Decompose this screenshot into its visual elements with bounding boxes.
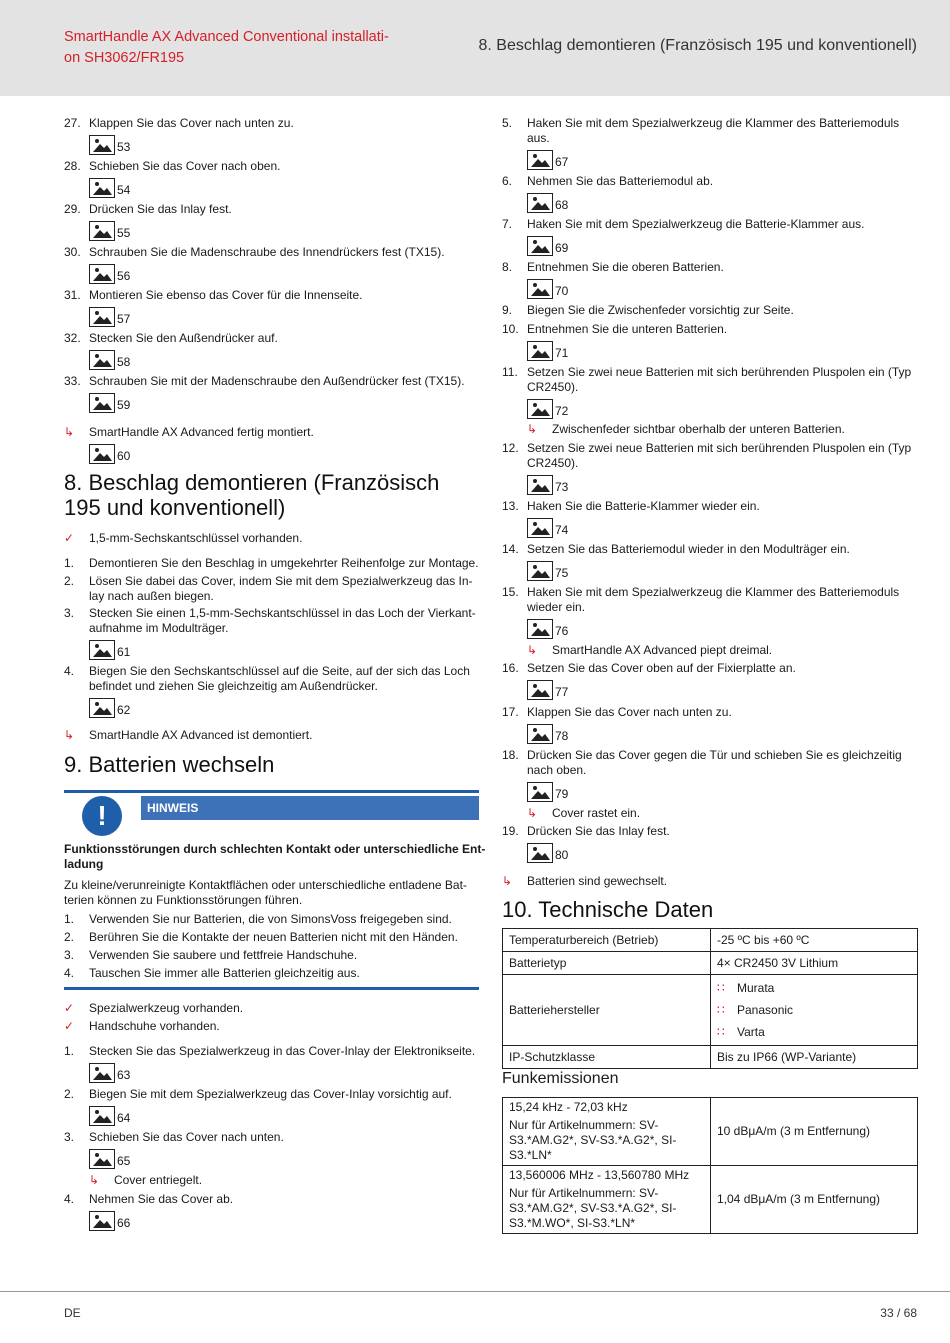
- figure-number: 80: [555, 848, 569, 862]
- step-text: Biegen Sie den Sechskantschlüssel auf die Seite, auf der sich das Loch: [89, 664, 470, 678]
- step-number: 3.: [64, 606, 75, 620]
- step-number: 3.: [64, 1130, 75, 1144]
- step-text: Drücken Sie das Cover gegen die Tür und schieben Sie es gleichzeitig: [527, 748, 902, 762]
- section-heading-10: 10. Technische Daten: [502, 897, 714, 922]
- step-number: 1.: [64, 1044, 75, 1058]
- manufacturer-name: Murata: [737, 981, 775, 995]
- figure-number: 64: [117, 1111, 131, 1125]
- image-icon: [89, 640, 115, 660]
- notice-bottom-bar: [64, 987, 479, 990]
- step-number: 7.: [502, 217, 513, 231]
- manufacturer-name: Varta: [737, 1025, 765, 1039]
- table-row: [503, 952, 918, 975]
- step-number: 28.: [64, 159, 81, 173]
- step-text: Haken Sie mit dem Spezialwerkzeug die Klammer des Batteriemoduls: [527, 116, 900, 130]
- step-text: Haken Sie die Batterie-Klammer wieder ein.: [527, 499, 760, 513]
- radio-emissions-table: [502, 1097, 918, 1234]
- grid-icon: ∷: [717, 1025, 725, 1039]
- table-cell: Batterietyp: [503, 952, 711, 975]
- image-icon: [89, 135, 115, 155]
- step-text: Setzen Sie zwei neue Batterien mit sich berührenden Pluspolen ein (Typ: [527, 365, 912, 379]
- step-text: Drücken Sie das Inlay fest.: [527, 824, 670, 838]
- result-text: Cover rastet ein.: [552, 806, 641, 820]
- notice-list-number: 3.: [64, 948, 75, 962]
- precondition-text: Spezialwerkzeug vorhanden.: [89, 1001, 244, 1015]
- frequency-range: 13,560006 MHz - 13,560780 MHz: [509, 1168, 690, 1182]
- step-text: Schrauben Sie die Madenschraube des Innendrückers fest (TX15).: [89, 245, 445, 259]
- figure-number: 75: [555, 566, 569, 580]
- section-title: 8. Beschlag demontieren (Französisch 195 und konventionell): [478, 37, 917, 54]
- step-number: 11.: [502, 365, 518, 379]
- table-row: [503, 975, 918, 1046]
- section-heading-8: [64, 470, 439, 520]
- step-number: 19.: [502, 824, 519, 838]
- image-icon: [527, 561, 553, 581]
- image-icon: [527, 399, 553, 419]
- step-number: 15.: [502, 585, 519, 599]
- result-text: SmartHandle AX Advanced fertig montiert.: [89, 425, 314, 439]
- heading-line: 8. Beschlag demontieren (Französisch: [64, 470, 440, 495]
- image-icon: [89, 1063, 115, 1083]
- radio-emissions-heading: Funkemissionen: [502, 1070, 619, 1087]
- step-number: 1.: [64, 556, 75, 570]
- notice-list-number: 4.: [64, 966, 75, 980]
- table-cell: Bis zu IP66 (WP-Variante): [711, 1046, 918, 1069]
- figure-number: 63: [117, 1068, 131, 1082]
- image-icon: [527, 475, 553, 495]
- table-cell: [503, 1166, 711, 1234]
- result-arrow-icon: ↳: [64, 728, 75, 742]
- step-number: 8.: [502, 260, 513, 274]
- step-text: Klappen Sie das Cover nach unten zu.: [89, 116, 294, 130]
- tech-data-table: [502, 928, 918, 1069]
- step-number: 16.: [502, 661, 519, 675]
- step-text: Setzen Sie das Batteriemodul wieder in den Modulträger ein.: [527, 542, 850, 556]
- grid-icon: ∷: [717, 981, 725, 995]
- image-icon: [527, 782, 553, 802]
- step-text: Demontieren Sie den Beschlag in umgekehrter Reihenfolge zur Montage.: [89, 556, 479, 570]
- image-icon: [527, 843, 553, 863]
- figure-number: 59: [117, 398, 131, 412]
- image-icon: [89, 350, 115, 370]
- table-row: [503, 1098, 918, 1166]
- step-text: Drücken Sie das Inlay fest.: [89, 202, 232, 216]
- figure-number: 53: [117, 140, 131, 154]
- document-title: [64, 27, 424, 69]
- result-arrow-icon: ↳: [527, 422, 538, 436]
- image-icon: [89, 307, 115, 327]
- image-icon: [527, 279, 553, 299]
- warning-icon: !: [82, 796, 122, 836]
- figure-number: 62: [117, 703, 131, 717]
- notice-text: Zu kleine/verunreinigte Kontaktflächen oder unterschiedliche entladene Bat-: [64, 878, 467, 892]
- step-number: 29.: [64, 202, 81, 216]
- step-text: CR2450).: [527, 456, 579, 470]
- image-icon: [527, 193, 553, 213]
- step-number: 4.: [64, 664, 75, 678]
- figure-number: 72: [555, 404, 569, 418]
- figure-number: 76: [555, 624, 569, 638]
- notice-list-number: 1.: [64, 912, 75, 926]
- image-icon: [89, 393, 115, 413]
- result-text: Zwischenfeder sichtbar oberhalb der unteren Batterien.: [552, 422, 845, 436]
- step-number: 17.: [502, 705, 519, 719]
- step-text: Entnehmen Sie die oberen Batterien.: [527, 260, 724, 274]
- result-text: Cover entriegelt.: [114, 1173, 203, 1187]
- article-note: S3.*LN*: [509, 1148, 552, 1162]
- step-number: 4.: [64, 1192, 75, 1206]
- step-text: Schrauben Sie mit der Madenschraube den Außendrücker fest (TX15).: [89, 374, 465, 388]
- precondition-text: Handschuhe vorhanden.: [89, 1019, 220, 1033]
- figure-number: 79: [555, 787, 569, 801]
- result-arrow-icon: ↳: [527, 643, 538, 657]
- step-number: 5.: [502, 116, 513, 130]
- result-text: Batterien sind gewechselt.: [527, 874, 668, 888]
- article-note: Nur für Artikelnummern: SV-: [509, 1186, 659, 1200]
- notice-list-text: Verwenden Sie nur Batterien, die von SimonsVoss freigegeben sind.: [89, 912, 452, 926]
- image-icon: [527, 724, 553, 744]
- step-text: Lösen Sie dabei das Cover, indem Sie mit dem Spezialwerkzeug das In-: [89, 574, 473, 588]
- step-text: Schieben Sie das Cover nach oben.: [89, 159, 281, 173]
- notice-list-number: 2.: [64, 930, 75, 944]
- figure-number: 61: [117, 645, 131, 659]
- table-cell: [503, 1098, 711, 1166]
- document-title-line1: SmartHandle AX Advanced Conventional installati-: [64, 29, 389, 45]
- image-icon: [89, 264, 115, 284]
- step-text: Haken Sie mit dem Spezialwerkzeug die Batterie-Klammer aus.: [527, 217, 865, 231]
- step-number: 30.: [64, 245, 81, 259]
- table-row: [503, 929, 918, 952]
- image-icon: [89, 1106, 115, 1126]
- notice-list-text: Verwenden Sie saubere und fettfreie Handschuhe.: [89, 948, 358, 962]
- figure-number: 78: [555, 729, 569, 743]
- step-text: CR2450).: [527, 380, 579, 394]
- step-number: 32.: [64, 331, 81, 345]
- figure-number: 56: [117, 269, 131, 283]
- step-text: Haken Sie mit dem Spezialwerkzeug die Klammer des Batteriemoduls: [527, 585, 900, 599]
- result-arrow-icon: ↳: [89, 1173, 100, 1187]
- footer-language: DE: [64, 1306, 81, 1320]
- notice-list-text: Berühren Sie die Kontakte der neuen Batterien nicht mit den Händen.: [89, 930, 458, 944]
- figure-number: 54: [117, 183, 131, 197]
- table-row: [503, 1166, 918, 1234]
- figure-number: 55: [117, 226, 131, 240]
- step-text: aufnahme im Modulträger.: [89, 621, 229, 635]
- step-text: aus.: [527, 131, 550, 145]
- notice-text: terien können zu Funktionsstörungen führen.: [64, 893, 303, 907]
- step-text: Biegen Sie die Zwischenfeder vorsichtig zur Seite.: [527, 303, 794, 317]
- check-icon: ✓: [64, 1019, 75, 1033]
- figure-number: 67: [555, 155, 569, 169]
- result-text: SmartHandle AX Advanced piept dreimal.: [552, 643, 773, 657]
- manufacturer-list: [711, 975, 918, 1046]
- table-cell: IP-Schutzklasse: [503, 1046, 711, 1069]
- step-text: Stecken Sie einen 1,5-mm-Sechskantschlüssel in das Loch der Vierkant-: [89, 606, 476, 620]
- step-number: 31.: [64, 288, 81, 302]
- check-icon: ✓: [64, 1001, 75, 1015]
- table-cell: Temperaturbereich (Betrieb): [503, 929, 711, 952]
- step-text: Entnehmen Sie die unteren Batterien.: [527, 322, 728, 336]
- image-icon: [527, 619, 553, 639]
- step-text: Stecken Sie das Spezialwerkzeug in das Cover-Inlay der Elektronikseite.: [89, 1044, 476, 1058]
- result-arrow-icon: ↳: [64, 425, 75, 439]
- manufacturer-name: Panasonic: [737, 1003, 794, 1017]
- grid-icon: ∷: [717, 1003, 725, 1017]
- notice-label: HINWEIS: [141, 796, 479, 820]
- notice-title: Funktionsstörungen durch schlechten Kontakt oder unterschiedliche Ent-: [64, 842, 486, 856]
- image-icon: [89, 221, 115, 241]
- table-cell: -25 ºC bis +60 ºC: [711, 929, 918, 952]
- image-icon: [89, 178, 115, 198]
- step-number: 2.: [64, 574, 75, 588]
- step-number: 33.: [64, 374, 81, 388]
- step-text: Nehmen Sie das Batteriemodul ab.: [527, 174, 714, 188]
- footer-page-number: 33 / 68: [880, 1306, 917, 1320]
- step-number: 6.: [502, 174, 513, 188]
- figure-number: 65: [117, 1154, 131, 1168]
- article-note: S3.*M.WO*, SI-S3.*LN*: [509, 1216, 636, 1230]
- image-icon: [527, 680, 553, 700]
- step-text: Setzen Sie zwei neue Batterien mit sich berührenden Pluspolen ein (Typ: [527, 441, 912, 455]
- check-icon: ✓: [64, 531, 75, 545]
- footer-divider: [0, 1291, 950, 1292]
- step-number: 2.: [64, 1087, 75, 1101]
- table-row: [503, 1046, 918, 1069]
- heading-line: 195 und konventionell): [64, 495, 286, 520]
- figure-number: 77: [555, 685, 569, 699]
- image-icon: [89, 698, 115, 718]
- section-heading-9: 9. Batterien wechseln: [64, 752, 275, 777]
- figure-number: 57: [117, 312, 131, 326]
- figure-number: 70: [555, 284, 569, 298]
- figure-number: 74: [555, 523, 569, 537]
- notice-top-bar: [64, 790, 479, 793]
- result-arrow-icon: ↳: [502, 874, 513, 888]
- step-text: Biegen Sie mit dem Spezialwerkzeug das Cover-Inlay vorsichtig auf.: [89, 1087, 452, 1101]
- step-number: 18.: [502, 748, 519, 762]
- step-number: 14.: [502, 542, 519, 556]
- image-icon: [527, 236, 553, 256]
- image-icon: [89, 444, 115, 464]
- step-text: wieder ein.: [527, 600, 586, 614]
- result-text: SmartHandle AX Advanced ist demontiert.: [89, 728, 313, 742]
- page-header: [0, 0, 950, 96]
- frequency-range: 15,24 kHz - 72,03 kHz: [509, 1100, 628, 1114]
- result-arrow-icon: ↳: [527, 806, 538, 820]
- notice-title: ladung: [64, 857, 104, 871]
- step-text: befindet und ziehen Sie gleichzeitig am Außendrücker.: [89, 679, 378, 693]
- figure-number: 73: [555, 480, 569, 494]
- step-number: 13.: [502, 499, 519, 513]
- image-icon: [89, 1211, 115, 1231]
- image-icon: [527, 341, 553, 361]
- article-note: S3.*AM.G2*, SV-S3.*A.G2*, SI-: [509, 1133, 677, 1147]
- step-text: nach oben.: [527, 763, 587, 777]
- figure-number: 71: [555, 346, 569, 360]
- step-number: 27.: [64, 116, 81, 130]
- step-number: 10.: [502, 322, 519, 336]
- document-title-line2: on SH3062/FR195: [64, 50, 185, 66]
- step-text: Setzen Sie das Cover oben auf der Fixierplatte an.: [527, 661, 796, 675]
- image-icon: [527, 150, 553, 170]
- table-cell: Batteriehersteller: [503, 975, 711, 1046]
- step-text: Nehmen Sie das Cover ab.: [89, 1192, 234, 1206]
- figure-number: 69: [555, 241, 569, 255]
- step-text: lay nach außen biegen.: [89, 589, 214, 603]
- notice-list-text: Tauschen Sie immer alle Batterien gleichzeitig aus.: [89, 966, 360, 980]
- figure-number: 66: [117, 1216, 131, 1230]
- figure-number: 68: [555, 198, 569, 212]
- step-text: Schieben Sie das Cover nach unten.: [89, 1130, 284, 1144]
- image-icon: [89, 1149, 115, 1169]
- table-cell: 10 dBμA/m (3 m Entfernung): [711, 1098, 918, 1166]
- article-note: S3.*AM.G2*, SV-S3.*A.G2*, SI-: [509, 1201, 677, 1215]
- table-cell: 1,04 dBμA/m (3 m Entfernung): [711, 1166, 918, 1234]
- step-text: Klappen Sie das Cover nach unten zu.: [527, 705, 732, 719]
- step-number: 12.: [502, 441, 519, 455]
- figure-number: 58: [117, 355, 131, 369]
- figure-number: 60: [117, 449, 131, 463]
- step-text: Stecken Sie den Außendrücker auf.: [89, 331, 278, 345]
- image-icon: [527, 518, 553, 538]
- step-text: Montieren Sie ebenso das Cover für die Innenseite.: [89, 288, 363, 302]
- article-note: Nur für Artikelnummern: SV-: [509, 1118, 659, 1132]
- precondition-text: 1,5-mm-Sechskantschlüssel vorhanden.: [89, 531, 303, 545]
- step-number: 9.: [502, 303, 513, 317]
- table-cell: 4× CR2450 3V Lithium: [711, 952, 918, 975]
